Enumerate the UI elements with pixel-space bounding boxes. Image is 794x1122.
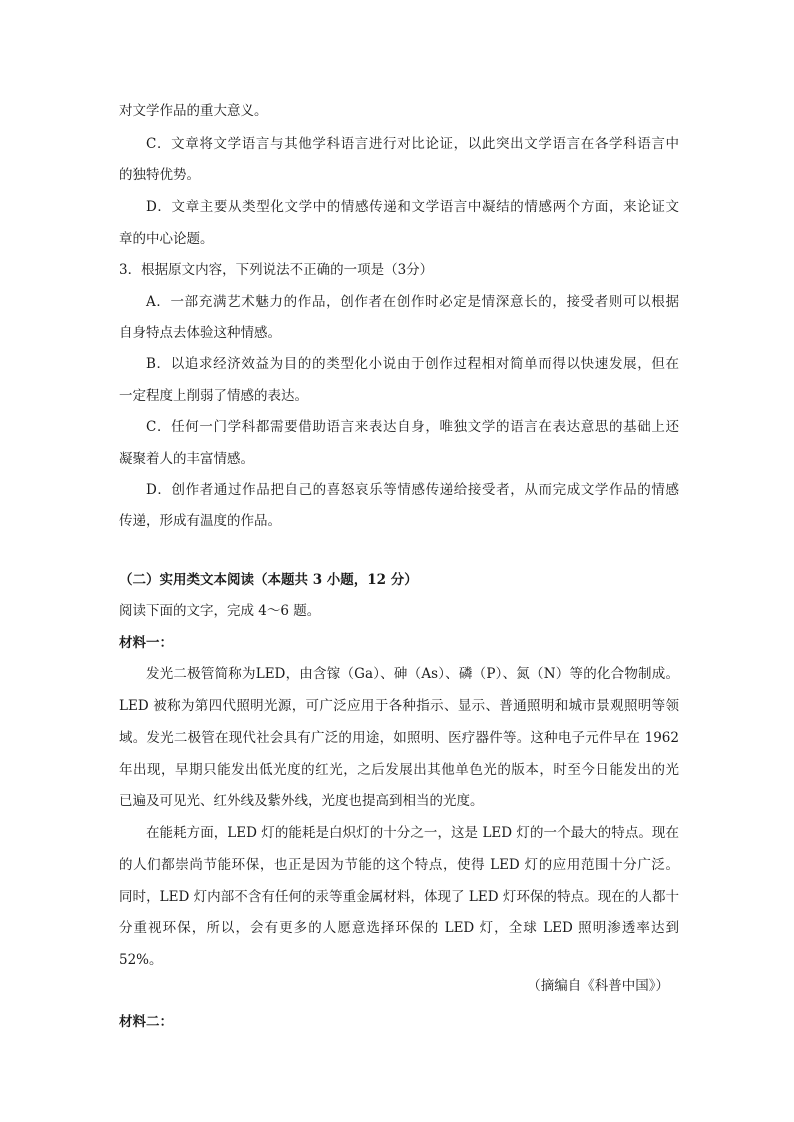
- q3-option-b-line2: 一定程度上削弱了情感的表达。: [119, 388, 308, 404]
- q2-option-d-line1: D．文章主要从类型化文学中的情感传递和文学语言中凝结的情感两个方面，来论证文: [146, 199, 679, 215]
- q3-option-a-line1: A．一部充满艺术魅力的作品，创作者在创作时必定是情深意长的，接受者则可以根据: [146, 294, 679, 310]
- material-two-label: 材料二：: [119, 1014, 173, 1030]
- reading-instruction: 阅读下面的文字，完成 4～6 题。: [119, 603, 321, 619]
- q3-option-d-line1: D．创作者通过作品把自己的喜怒哀乐等情感传递给接受者，从而完成文学作品的情感: [146, 482, 679, 498]
- source-citation: （摘编自《科普中国》）: [527, 978, 669, 994]
- q3-stem: 3．根据原文内容，下列说法不正确的一项是（3分）: [119, 262, 434, 278]
- material-one-p1-line5: 已遍及可见光、红外线及紫外线，光度也提高到相当的光度。: [119, 793, 484, 809]
- q3-option-c-line1: C．任何一门学科都需要借助语言来表达自身，唯独文学的语言在表达意思的基础上还: [146, 419, 679, 435]
- material-one-p2-line3: 同时，LED 灯内部不含有任何的汞等重金属材料，体现了 LED 灯环保的特点。现在的人都十: [119, 889, 679, 905]
- q2-tail-line: 对文学作品的重大意义。: [119, 103, 268, 119]
- material-one-p2-line5: 52%。: [119, 952, 163, 968]
- q2-option-d-line2: 章的中心论题。: [119, 231, 214, 247]
- section-heading: （二）实用类文本阅读（本题共 3 小题，12 分）: [119, 572, 418, 588]
- material-one-p2-line2: 的人们都崇尚节能环保，也正是因为节能的这个特点，使得 LED 灯的应用范围十分广泛。: [119, 857, 679, 873]
- material-one-p2-line4: 分重视环保，所以，会有更多的人愿意选择环保的 LED 灯，全球 LED 照明渗透率达到: [119, 920, 679, 936]
- material-one-p1-line1: 发光二极管简称为LED，由含镓（Ga）、砷（As）、磷（P）、氮（N）等的化合物制成。: [146, 666, 679, 682]
- material-one-p2-line1: 在能耗方面，LED 灯的能耗是白炽灯的十分之一，这是 LED 灯的一个最大的特点。现在: [146, 825, 679, 841]
- material-one-p1-line3: 域。发光二极管在现代社会具有广泛的用途，如照明、医疗器件等。这种电子元件早在 1962: [119, 730, 679, 746]
- q2-option-c-line1: C．文章将文学语言与其他学科语言进行对比论证，以此突出文学语言在各学科语言中: [146, 136, 679, 152]
- q2-option-c-line2: 的独特优势。: [119, 167, 200, 183]
- material-one-p1-line4: 年出现，早期只能发出低光度的红光，之后发展出其他单色光的版本，时至今日能发出的光: [119, 762, 679, 778]
- q3-option-d-line2: 传递，形成有温度的作品。: [119, 513, 281, 529]
- q3-option-a-line2: 自身特点去体验这种情感。: [119, 325, 281, 341]
- q3-option-b-line1: B．以追求经济效益为目的的类型化小说由于创作过程相对简单而得以快速发展，但在: [146, 356, 679, 372]
- material-one-label: 材料一：: [119, 635, 173, 651]
- material-one-p1-line2: LED 被称为第四代照明光源，可广泛应用于各种指示、显示、普通照明和城市景观照明等领: [119, 698, 679, 714]
- q3-option-c-line2: 凝聚着人的丰富情感。: [119, 451, 254, 467]
